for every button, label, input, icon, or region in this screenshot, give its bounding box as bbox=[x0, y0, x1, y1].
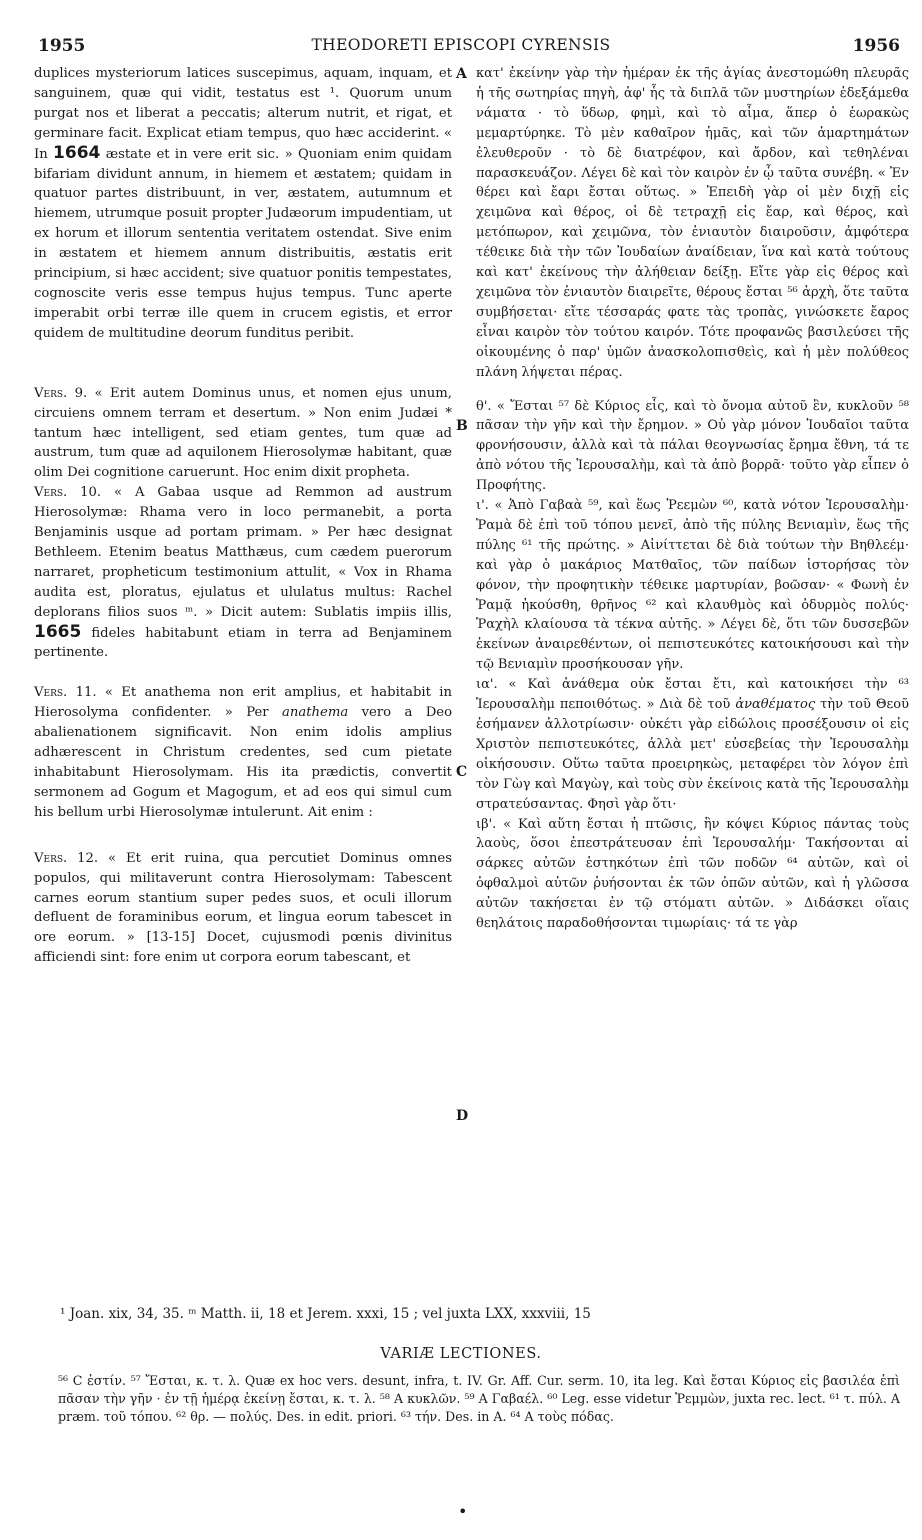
greek-column bbox=[476, 64, 909, 934]
greek-verse-12: ιβ'. « Καὶ αὕτη ἔσται ἡ πτῶσις, ἣν κόψει Κύριος πάντας τοὺς λαοὺς, ὅσοι ἐπεστράτευσαν ἐπὶ Ἱερουσαλήμ· Τακήσονται αἱ σάρκες αὐτῶν ἑστηκότων ἐπὶ τῶν ποδῶν ⁶⁴ αὐτῶν, καὶ οἱ ὀφθαλμοὶ αὐτῶν ῥυήσονται ἐκ τῶν ὀπῶν αὐτῶν, καὶ ἡ γλῶσσα αὐτῶν τακήσεται ἐν τῷ στόματι αὐτῶν. » Διδάσκει οἵαις θεηλάτοις παραδοθήσονται τιμωρίαις· τά τε γὰρ bbox=[476, 816, 909, 932]
latin-text: vero a Deo abalienationem significavit. Non enim idolis amplius adhærescent in Christum credentes, sed cum pietate inhabitabunt Hierosolymam. His ita prædictis, convertit sermonem ad Gogum et Magogum, et ad eos qui simul cum his bellum urbi Hierosolymæ intulerunt. Ait enim : bbox=[34, 705, 453, 820]
greek-verse-10: ι'. « Ἀπὸ Γαβαὰ ⁵⁹, καὶ ἕως Ῥεεμὼν ⁶⁰, κατὰ νότον Ἱερουσαλὴμ· Ῥαμὰ δὲ ἐπὶ τοῦ τόπου μενεῖ, ἀπὸ τῆς πύλης Βενιαμὶν, ἕως τῆς πύλης ⁶¹ τῆς πρώτης. » Αἰνίττεται δὲ διὰ τούτων τὴν Βηθλεέμ· καὶ γὰρ ὁ μακάριος Ματθαῖος, τῶν παίδων ἱστορήσας τὸν φόνον, τὴν προφητικὴν τέθεικε μαρτυρίαν, βοῶσαν· « Φωνὴ ἐν Ῥαμᾷ ἠκούσθη, θρῆνος ⁶² καὶ κλαυθμὸς καὶ ὀδυρμὸς πολύς· Ῥαχὴλ κλαίουσα τὰ τέκνα αὐτῆς. » Λέγει δὲ, ὅτι τῶν δυσσεβῶν ἐκείνων ἀναιρεθέντων, οἱ πεπιστευκότες κατοικήσουσι καὶ τὴν τῷ Βενιαμὶν προσήκουσαν γῆν. bbox=[476, 498, 909, 673]
latin-verse-11 bbox=[34, 683, 452, 822]
margin-marker-b: B bbox=[456, 418, 468, 434]
greek-verse-11 bbox=[476, 675, 909, 814]
margin-marker-c: C bbox=[456, 764, 468, 780]
latin-text: « Erit autem Dominus unus, et nomen ejus unum, circuiens omnem terram et desertum. » Non enim Judæi * tantum hæc intelligent, sed etiam gentes, tum quæ ad austrum, tum quæ ad aquilonem Hierosolymæ habitant, quæ olim Dei cognitione caruerunt. Hoc enim dixit propheta. bbox=[34, 385, 452, 481]
latin-text: duplices mysteriorum latices suscepimus, aquam, inquam, et sanguinem, quæ qui vidit, testatus est ¹. Quorum unum purgat nos et liberat a peccatis; alterum nutrit, et rigat, et germinare facit. Explicat etiam tempus, quo hæc acciderint. « In bbox=[34, 66, 452, 162]
variae-lectiones-title: VARIÆ LECTIONES. bbox=[380, 1346, 542, 1362]
page-number-right: 1956 bbox=[852, 36, 900, 56]
verse-label: Vers. 10. bbox=[34, 485, 102, 501]
verse-label: Vers. 9. bbox=[34, 385, 88, 401]
greek-verse-9: θ'. « Ἔσται ⁵⁷ δὲ Κύριος εἷς, καὶ τὸ ὄνομα αὐτοῦ ἓν, κυκλοῦν ⁵⁸ πᾶσαν τὴν γῆν καὶ τὴν ἔρημον. » Οὐ γὰρ μόνον Ἰουδαῖοι ταῦτα φρονήσουσιν, ἀλλὰ καὶ τὰ πάλαι θεογνωσίας ἔρημα ἔθνη, τά τε ἀπὸ νότου τῆς Ἱερουσαλὴμ, καὶ τὰ ἀπὸ βορρᾶ· τοῦτο γὰρ εἶπεν ὁ Προφήτης. bbox=[476, 398, 909, 494]
greek-text: τὴν τοῦ Θεοῦ ἐσήμανεν ἀλλοτρίωσιν· οὐκέτι γὰρ εἰδώλοις προσέξουσιν οἱ εἰς Χριστὸν πεπιστευκότες, ἀλλὰ μετ' εὐσεβείας τὴν Ἱερουσαλὴμ οἰκήσουσιν. Οὕτω ταῦτα προειρηκὼς, μεταφέρει τὸν λόγον ἐπὶ τὸν Γὼγ καὶ Μαγὼγ, καὶ τοὺς σὺν ἐκείνοις κατὰ τῆς Ἱερουσαλὴμ στρατεύσαντας. Φησὶ γὰρ ὅτι· bbox=[476, 697, 909, 812]
running-title: THEODORETI EPISCOPI CYRENSIS bbox=[311, 36, 611, 54]
greek-text: ια'. « Καὶ ἀνάθεμα οὐκ ἔσται ἔτι, καὶ κατοικήσει τὴν ⁶³ Ἱερουσαλὴμ πεποιθότως. » Διὰ δὲ τοῦ bbox=[476, 677, 909, 713]
latin-verse-10 bbox=[34, 483, 452, 663]
bottom-mark: • bbox=[458, 1502, 468, 1521]
latin-text: « A Gabaa usque ad Remmon ad austrum Hierosolymæ: Rhama vero in loco permanebit, a porta Benjaminis usque ad portam primam. » Per hæc designat Bethleem. Etenim beatus Matthæus, cum cædem puerorum narraret, propheticum testimonium attulit, « Vox in Rhama audita est, ploratus, ejulatus et ululatus multus: Rachel deplorans filios suos ᵐ. » Dicit autem: Sublatis impiis illis, bbox=[34, 485, 452, 620]
verse-label: Vers. 11. bbox=[34, 685, 97, 701]
column-number: 1664 bbox=[53, 142, 101, 163]
page-number-left: 1955 bbox=[38, 36, 86, 56]
latin-text: « Et anathema non erit amplius, et habitabit in Hierosolyma confidenter. » Per bbox=[34, 685, 452, 721]
footnotes: ¹ Joan. xix, 34, 35. ᵐ Matth. ii, 18 et Jerem. xxxi, 15 ; vel juxta LXX, xxxviii, 15 bbox=[60, 1306, 591, 1322]
latin-italic: anathema bbox=[282, 705, 349, 721]
latin-verse-9 bbox=[34, 384, 452, 484]
latin-verse-12 bbox=[34, 849, 452, 968]
verse-label: Vers. 12. bbox=[34, 850, 99, 866]
margin-marker-d: D bbox=[456, 1108, 469, 1124]
page-header bbox=[0, 36, 922, 58]
latin-text: æstate et in vere erit sic. » Quoniam enim quidam bifariam dividunt annum, in hiemem et æstatem; quidam in quatuor partes distribuunt, in ver, æstatem, autumnum et hiemem, utrumque posuit propter Judæorum impudentiam, ut ex horum et illorum sententia veritatem ostendat. Sive enim in æstatem et hiemem annum distribuitis, æstatis erit principium, si hæc accident; sive quatuor ponitis tempestates, cognoscite veris esse tempus hujus tempus. Tunc aperte imperabit orbi terræ ille quem in crucem egistis, et error quidem de multitudine deorum funditus peribit. bbox=[34, 146, 452, 341]
variae-lectiones: ⁵⁶ C ἐστίν. ⁵⁷ Ἔσται, κ. τ. λ. Quæ ex hoc vers. desunt, infra, t. IV. Gr. Aff. Cur. serm. 10, ita leg. Καὶ ἔσται Κύριος εἰς βασιλέα ἐπὶ πᾶσαν τὴν γῆν · ἐν τῇ ἡμέρᾳ ἐκείνῃ ἔσται, κ. τ. λ. ⁵⁸ A κυκλῶν. ⁵⁹ A Γαβαέλ. ⁶⁰ Leg. esse videtur Ῥεμμὼν, juxta rec. lect. ⁶¹ τ. πύλ. A præm. τοῦ τόπου. ⁶² θρ. — πολύς. Des. in edit. priori. ⁶³ τήν. Des. in A. ⁶⁴ A τοὺς πόδας. bbox=[58, 1373, 900, 1424]
latin-paragraph-1 bbox=[34, 64, 452, 344]
column-number: 1665 bbox=[34, 621, 82, 642]
latin-column bbox=[34, 64, 452, 968]
latin-text: fideles habitabunt etiam in terra ad Benjaminem pertinente. bbox=[34, 625, 452, 661]
margin-marker-a: A bbox=[456, 66, 467, 82]
latin-text: « Et erit ruina, qua percutiet Dominus omnes populos, qui militaverunt contra Hierosolymam: Tabescent carnes eorum stantium super pedes suos, et oculi illorum defluent de foraminibus eorum, et lingua eorum tabescet in ore eorum. » [13-15] Docet, cujusmodi pœnis divinitus afficiendi sint: fore enim ut corpora eorum tabescant, et bbox=[34, 850, 452, 966]
greek-paragraph-1: κατ' ἐκείνην γὰρ τὴν ἡμέραν ἐκ τῆς ἁγίας ἀνεστομώθη πλευρᾶς ἡ τῆς σωτηρίας πηγὴ, ἀφ' ἧς τὰ διπλᾶ τῶν μυστηρίων ἐδεξάμεθα νάματα · τὸ ὕδωρ, φημὶ, καὶ τὸ αἷμα, ἅπερ ὁ ἑωρακὼς μεμαρτύρηκε. Τὸ μὲν καθαῖρον ἡμᾶς, καὶ τῶν ἁμαρτημάτων ἐλευθεροῦν · τὸ δὲ διατρέφον, καὶ ἄρδον, καὶ τεθηλέναι παρασκευάζον. Λέγει δὲ καὶ τὸν καιρὸν ἐν ᾧ ταῦτα συνέβη. « Ἐν θέρει καὶ ἔαρι ἔσται οὕτως. » Ἐπειδὴ γὰρ οἱ μὲν διχῇ εἰς χειμῶνα καὶ θέρος, οἱ δὲ τετραχῇ εἰς ἔαρ, καὶ θέρος, καὶ μετόπωρον, καὶ χειμῶνα, τὸν ἐνιαυτὸν διαιροῦσιν, ἀμφότερα τέθεικε διὰ τὴν τῶν Ἰουδαίων ἀναίδειαν, ἵνα καὶ κατὰ τούτους καὶ κατ' ἐκείνους τὴν ἀλήθειαν δείξῃ. Εἴτε γὰρ εἰς θέρος καὶ χειμῶνα τὸν ἐνιαυτὸν διαιρεῖτε, θέρους ἔσται ⁵⁶ ἀρχὴ, ὅτε ταῦτα συμβήσεται· εἴτε τέσσαράς φατε τὰς τροπὰς, γινώσκετε ἔαρος εἶναι καιρὸν τὸν τούτου καιρόν. Τότε προφανῶς βασιλεύσει τῆς οἰκουμένης ὁ παρ' ὑμῶν ἀνασκολοπισθεὶς, καὶ ἡ μὲν πολύθεος πλάνη λήψεται πέρας. bbox=[476, 66, 909, 380]
greek-italic: ἀναθέματος bbox=[735, 697, 816, 713]
